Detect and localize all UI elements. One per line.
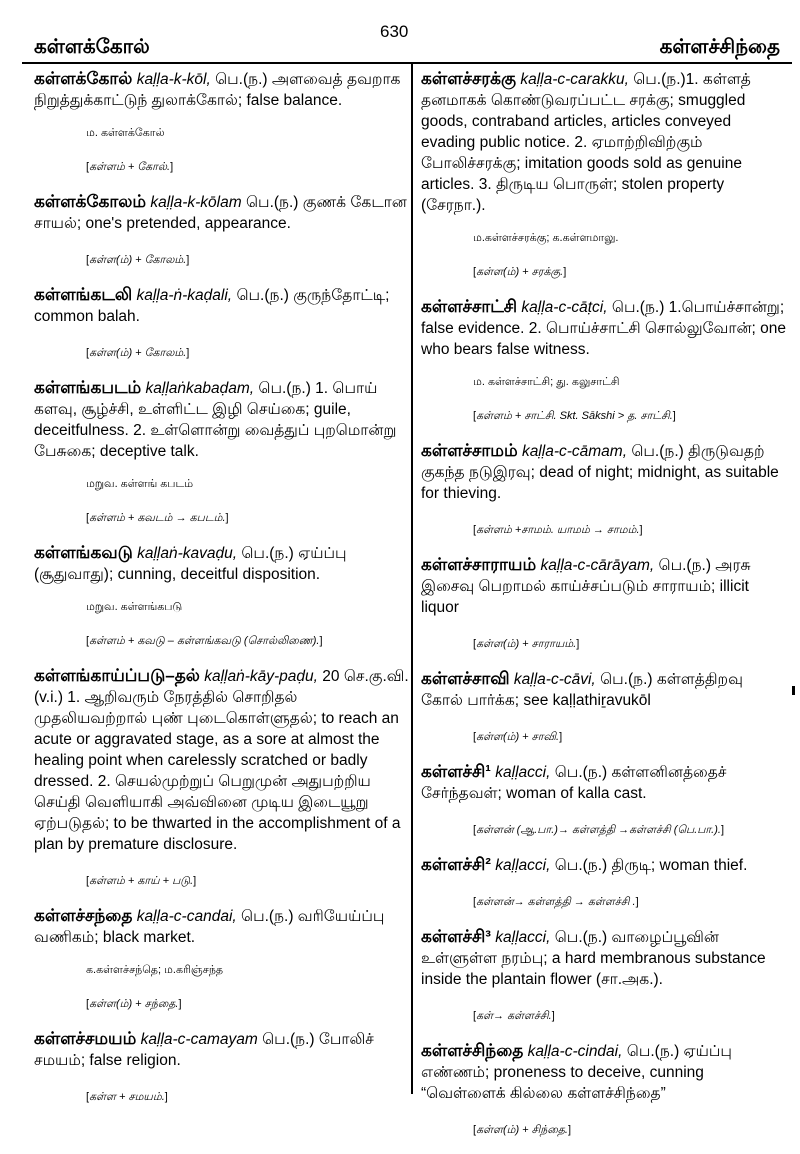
- entry-text: [34, 377, 410, 462]
- definition: பெ.(ந.) அரசு இசைவு பெறாமல் காய்ச்சப்படும் சாராயம்; illicit liquor: [421, 557, 751, 616]
- entry-text: [34, 665, 410, 855]
- definition: பெ.(ந.) திருடி; woman thief.: [554, 857, 748, 874]
- entry-text: [421, 668, 787, 711]
- transliteration: kaḷḷacci,: [495, 764, 551, 781]
- definition: பெ.(ந.) குணக் கேடான சாயல்; one's pretended, appearance.: [34, 194, 407, 232]
- entry-text: [421, 761, 787, 804]
- entry-text: [421, 68, 787, 216]
- headword: கள்ளச்சாவி: [421, 669, 510, 688]
- cognate-note: மறுவ. கள்ளங்கபடு: [86, 601, 183, 613]
- headword: கள்ளச்சிந்தை: [421, 1041, 524, 1060]
- etymology: [ கள்ள(ம்) + சாராயம். ]: [473, 636, 787, 652]
- definition: பெ.(ந.) வரியேய்ப்பு வணிகம்; black market.: [34, 908, 385, 946]
- headword: கள்ளச்சரக்கு: [421, 69, 517, 88]
- dictionary-entry: [34, 1028, 410, 1121]
- definition: பெ.(ந.) 1.பொய்ச்சான்று; false evidence. 2. பொய்ச்சாட்சி சொல்லுவோன்; one who bears false witness.: [421, 299, 786, 358]
- definition: பெ.(ந.) திருடுவதற் குகந்த நடுஇரவு; dead of night; midnight, as suitable for thieving.: [421, 443, 779, 502]
- etymology: [ கள்ள(ம்) + கோலம். ]: [86, 345, 410, 361]
- definition: பெ.(ந.)1. கள்ளத் தனமாகக் கொண்டுவரப்பட்ட சரக்கு; smuggled goods, contraband articles, articles conveyed evading public notice. 2. ஏமாற்றிவிற்கும் போலிச்சரக்கு; imitation goods sold as genuine articles. 3. திருடிய பொருள்; stolen property (சேரநா.).: [421, 71, 751, 214]
- entry-text: [34, 284, 410, 327]
- transliteration: kaḷḷaṅkabaḍam,: [145, 380, 255, 397]
- dictionary-entry: [34, 905, 410, 1028]
- transliteration: kaḷḷa-c-cāvi,: [513, 671, 596, 688]
- entry-text: [421, 926, 787, 990]
- headword: கள்ளங்காய்ப்படு–தல்: [34, 666, 200, 685]
- headword: கள்ளங்கடலி: [34, 285, 133, 304]
- definition: பெ.(ந.) கள்ளத்திறவு கோல் பார்க்க; see kaḷḷathiṟavukōl: [421, 671, 743, 709]
- entry-text: [421, 1040, 787, 1104]
- transliteration: kaḷḷa-c-candai,: [136, 908, 237, 925]
- headword: கள்ளச்சந்தை: [34, 906, 133, 925]
- dictionary-entry: [34, 542, 410, 665]
- dictionary-entry: [421, 1040, 787, 1154]
- dictionary-entry: [34, 191, 410, 284]
- headword: கள்ளச்சாட்சி: [421, 297, 518, 316]
- cognate-note: ம.கள்ளச்சரக்கு; க.கள்ளமாலு.: [473, 232, 619, 244]
- transliteration: kaḷḷa-c-cārāyam,: [540, 557, 655, 574]
- entry-text: [421, 440, 787, 504]
- transliteration: kaḷḷa-c-cāṭci,: [521, 299, 608, 316]
- entry-text: [34, 191, 410, 234]
- definition: பெ.(ந.) கள்ளனினத்தைச் சேர்ந்தவள்; woman of kalla cast.: [421, 764, 727, 802]
- column-divider: [411, 64, 413, 1094]
- etymology: [ கள்ள(ம்) + கோலம். ]: [86, 252, 410, 268]
- margin-mark: [792, 686, 795, 695]
- dictionary-entry: [421, 554, 787, 668]
- header-rule: [22, 62, 792, 64]
- etymology: [ கள்ளம் + கோல். ]: [86, 159, 410, 175]
- cognate-note: ம. கள்ளச்சாட்சி; து. கலுசாட்சி: [473, 376, 620, 388]
- entry-text: [34, 1028, 410, 1071]
- transliteration: kaḷḷaṅ-kāy-paḍu,: [204, 668, 318, 685]
- definition: பெ.(ந.) ஏய்ப்பு (சூதுவாது); cunning, deceitful disposition.: [34, 545, 347, 583]
- headword: கள்ளச்சி¹: [421, 762, 491, 781]
- headword: கள்ளங்கபடம்: [34, 378, 142, 397]
- dictionary-entry: [34, 284, 410, 377]
- etymology: [ கள்ளம் + சாட்சி. Skt. Sākshi > த. சாட்சி. ]: [473, 408, 787, 424]
- definition: பெ.(ந.) குருந்தோட்டி; common balah.: [34, 287, 390, 325]
- headword: கள்ளக்கோலம்: [34, 192, 147, 211]
- entry-text: [421, 854, 787, 876]
- dictionary-entry: [421, 440, 787, 554]
- transliteration: kaḷḷa-ṅ-kaḍali,: [136, 287, 233, 304]
- dictionary-entry: [34, 377, 410, 542]
- dictionary-entry: [421, 761, 787, 854]
- dictionary-entry: [421, 926, 787, 1040]
- transliteration: kaḷḷa-c-cāmam,: [521, 443, 628, 460]
- definition: பெ.(ந.) ஏய்ப்பு எண்ணம்; proneness to deceive, cunning “வெள்ளைக் கில்லை கள்ளச்சிந்தை”: [421, 1043, 732, 1102]
- etymology: [ கள்ளன்→ கள்ளத்தி → கள்ளச்சி . ]: [473, 894, 787, 910]
- etymology: [ கள்ள(ம்) + சந்தை. ]: [86, 996, 410, 1012]
- dictionary-entry: [34, 68, 410, 191]
- transliteration: kaḷḷaṅ-kavaḍu,: [137, 545, 238, 562]
- entry-text: [34, 905, 410, 948]
- entry-text: [34, 68, 410, 111]
- headword: கள்ளங்கவடு: [34, 543, 133, 562]
- etymology: [ கள்ள(ம்) + சிந்தை. ]: [473, 1122, 787, 1138]
- cognate-note: ம. கள்ளக்கோல்: [86, 127, 165, 139]
- definition: பெ.(ந.) அளவைத் தவறாக நிறுத்துக்காட்டுந் துலாக்கோல்; false balance.: [34, 71, 401, 109]
- dictionary-entry: [421, 296, 787, 440]
- headword: கள்ளச்சாராயம்: [421, 555, 537, 574]
- entry-text: [421, 296, 787, 360]
- etymology: [ கள்ளம் + கவடு – கள்ளங்கவடு (சொல்லிணை). ]: [86, 633, 410, 649]
- headword: கள்ளச்சமயம்: [34, 1029, 137, 1048]
- transliteration: kaḷḷa-c-camayam: [140, 1031, 258, 1048]
- right-column: [421, 68, 787, 1154]
- headword: கள்ளச்சி³: [421, 927, 491, 946]
- left-column: [34, 68, 410, 1121]
- dictionary-entry: [421, 854, 787, 926]
- etymology: [ கள்ளன் (ஆ.பா.)→ கள்ளத்தி →கள்ளச்சி (பெ.பா.). ]: [473, 822, 787, 838]
- page-number: 630: [380, 22, 409, 41]
- etymology: [ கள்ளம் + காய் + படு. ]: [86, 873, 410, 889]
- etymology: [ கள்ளம் + கவடம் → கபடம். ]: [86, 510, 410, 526]
- header-right-guideword: கள்ளச்சிந்தை: [659, 36, 780, 58]
- headword: கள்ளச்சி²: [421, 855, 491, 874]
- cognate-note: மறுவ. கள்ளங் கபடம்: [86, 478, 194, 490]
- transliteration: kaḷḷa-k-kōlam: [150, 194, 242, 211]
- cognate-note: க.கள்ளச்சந்தெ; ம.கரிஞ்சந்த: [86, 964, 224, 976]
- etymology: [ கள்ள + சமயம். ]: [86, 1089, 410, 1105]
- transliteration: kaḷḷa-c-carakku,: [520, 71, 629, 88]
- transliteration: kaḷḷacci,: [495, 929, 551, 946]
- header-left-guideword: கள்ளக்கோல்: [34, 36, 150, 58]
- dictionary-entry: [34, 665, 410, 905]
- etymology: [ கள்ள(ம்) + சரக்கு. ]: [473, 264, 787, 280]
- dictionary-entry: [421, 68, 787, 296]
- entry-text: [34, 542, 410, 585]
- headword: கள்ளச்சாமம்: [421, 441, 518, 460]
- page-header: [0, 0, 800, 62]
- dictionary-entry: [421, 668, 787, 761]
- transliteration: kaḷḷa-c-cindai,: [527, 1043, 623, 1060]
- etymology: [ கள்ளம் +சாமம். யாமம் → சாமம். ]: [473, 522, 787, 538]
- transliteration: kaḷḷa-k-kōl,: [136, 71, 211, 88]
- definition: 20 செ.கு.வி. (v.i.) 1. ஆறிவரும் நேரத்தில் சொறிதல் முதலியவற்றால் புண் புடைகொள்ளுதல்; to reach an acute or aggravated stage, as a sore at almost the healing point when carelessly scratched or badly dressed. 2. செயல்முற்றுப் பெறுமுன் அதுபற்றிய செய்தி வெளியாகி அவ்வினை முடிய இடையூறு ஏற்படுதல்; to be thwarted in the accomplishment of a plan by premature disclosure.: [34, 668, 409, 853]
- entry-text: [421, 554, 787, 618]
- headword: கள்ளக்கோல்: [34, 69, 133, 88]
- etymology: [ கள்→ கள்ளச்சி. ]: [473, 1008, 787, 1024]
- definition: பெ.(ந.) வாழைப்பூவின் உள்ளுள்ள நரம்பு; a hard membranous substance inside the plantain flower (சா.அக.).: [421, 929, 766, 988]
- etymology: [ கள்ள(ம்) + சாவி. ]: [473, 729, 787, 745]
- definition: பெ.(ந.) போலிச் சமயம்; false religion.: [34, 1031, 374, 1069]
- definition: பெ.(ந.) 1. பொய் களவு, சூழ்ச்சி, உள்ளிட்ட இழி செய்கை; guile, deceitfulness. 2. உள்ளொன்று வைத்துப் புறமொன்று பேசுகை; deceptive talk.: [34, 380, 397, 460]
- transliteration: kaḷḷacci,: [495, 857, 551, 874]
